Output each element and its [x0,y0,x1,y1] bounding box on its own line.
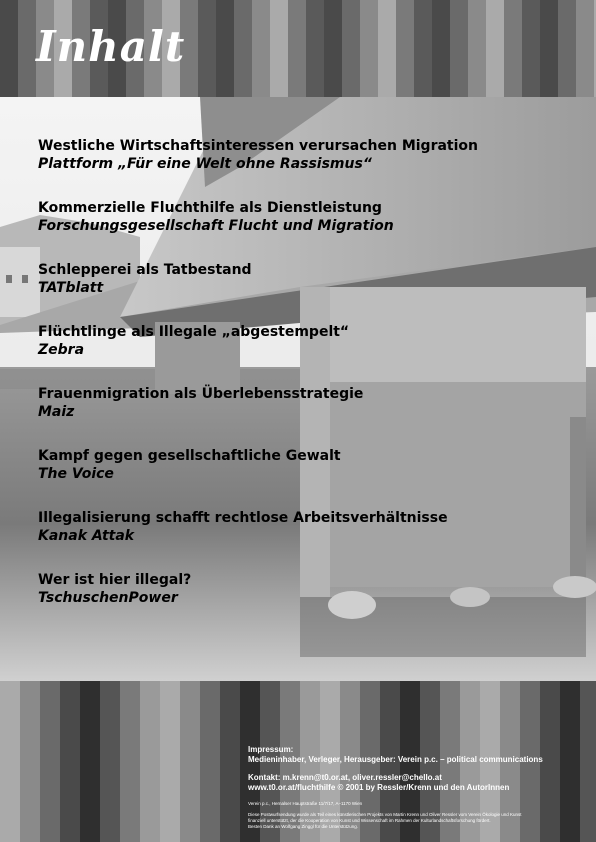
entry-title: Frauenmigration als Überlebensstrategie [38,386,364,402]
entry-author: Forschungsgesellschaft Flucht und Migration [38,218,394,234]
entry-author: Zebra [38,342,85,358]
imprint-note: Diese Postwurfsendung wurde als Teil eines künstlerischen Projekts von Martin Krenn und Oliver Ressler vom Verein Ökologie und Kunst [248,812,522,817]
toc-entry [38,447,558,509]
entry-title: Illegalisierung schafft rechtlose Arbeitsverhältnisse [38,510,448,526]
imprint-contact: Kontakt: m.krenn@t0.or.at, oliver.ressler@chello.at [248,773,442,782]
table-of-contents [38,137,558,633]
entry-title: Wer ist hier illegal? [38,572,192,588]
toc-entry [38,323,558,385]
entry-title: Westliche Wirtschaftsinteressen verursachen Migration [38,138,479,154]
entry-title: Kommerzielle Fluchthilfe als Dienstleistung [38,200,382,216]
entry-title: Schlepperei als Tatbestand [38,262,252,278]
entry-title: Kampf gegen gesellschaftliche Gewalt [38,448,341,464]
toc-entry [38,261,558,323]
toc-entry [38,571,558,633]
entry-author: TATblatt [38,280,104,296]
page-title: Inhalt [36,22,186,71]
toc-entry [38,385,558,447]
toc-entry [38,509,558,571]
imprint-note: finanziell unterstützt, der die Kooperation von Kunst und Wissenschaft im Rahmen der Kulturlandschaftsforschung fördert. [248,818,491,823]
imprint [248,745,588,830]
imprint-note: Besten Dank an Wolfgang Zinggl für die Unterstützung. [248,824,358,829]
entry-author: Maiz [38,404,75,420]
entry-title: Flüchtlinge als Illegale „abgestempelt“ [38,324,350,340]
entry-author: The Voice [38,466,114,482]
imprint-address: Verein p.c., Hernalser Hauptstraße 11/7/17, A–1170 Wien [248,801,363,806]
entry-author: TschuschenPower [38,590,178,606]
entry-author: Plattform „Für eine Welt ohne Rassismus“ [38,156,372,172]
toc-entry [38,199,558,261]
imprint-heading: Impressum: [248,745,294,754]
entry-author: Kanak Attak [38,528,135,544]
toc-entry [38,137,558,199]
imprint-publisher: Medieninhaber, Verleger, Herausgeber: Verein p.c. – political communications [248,755,543,764]
imprint-web: www.t0.or.at/fluchthilfe © 2001 by Ressler/Krenn und den AutorInnen [248,783,510,792]
